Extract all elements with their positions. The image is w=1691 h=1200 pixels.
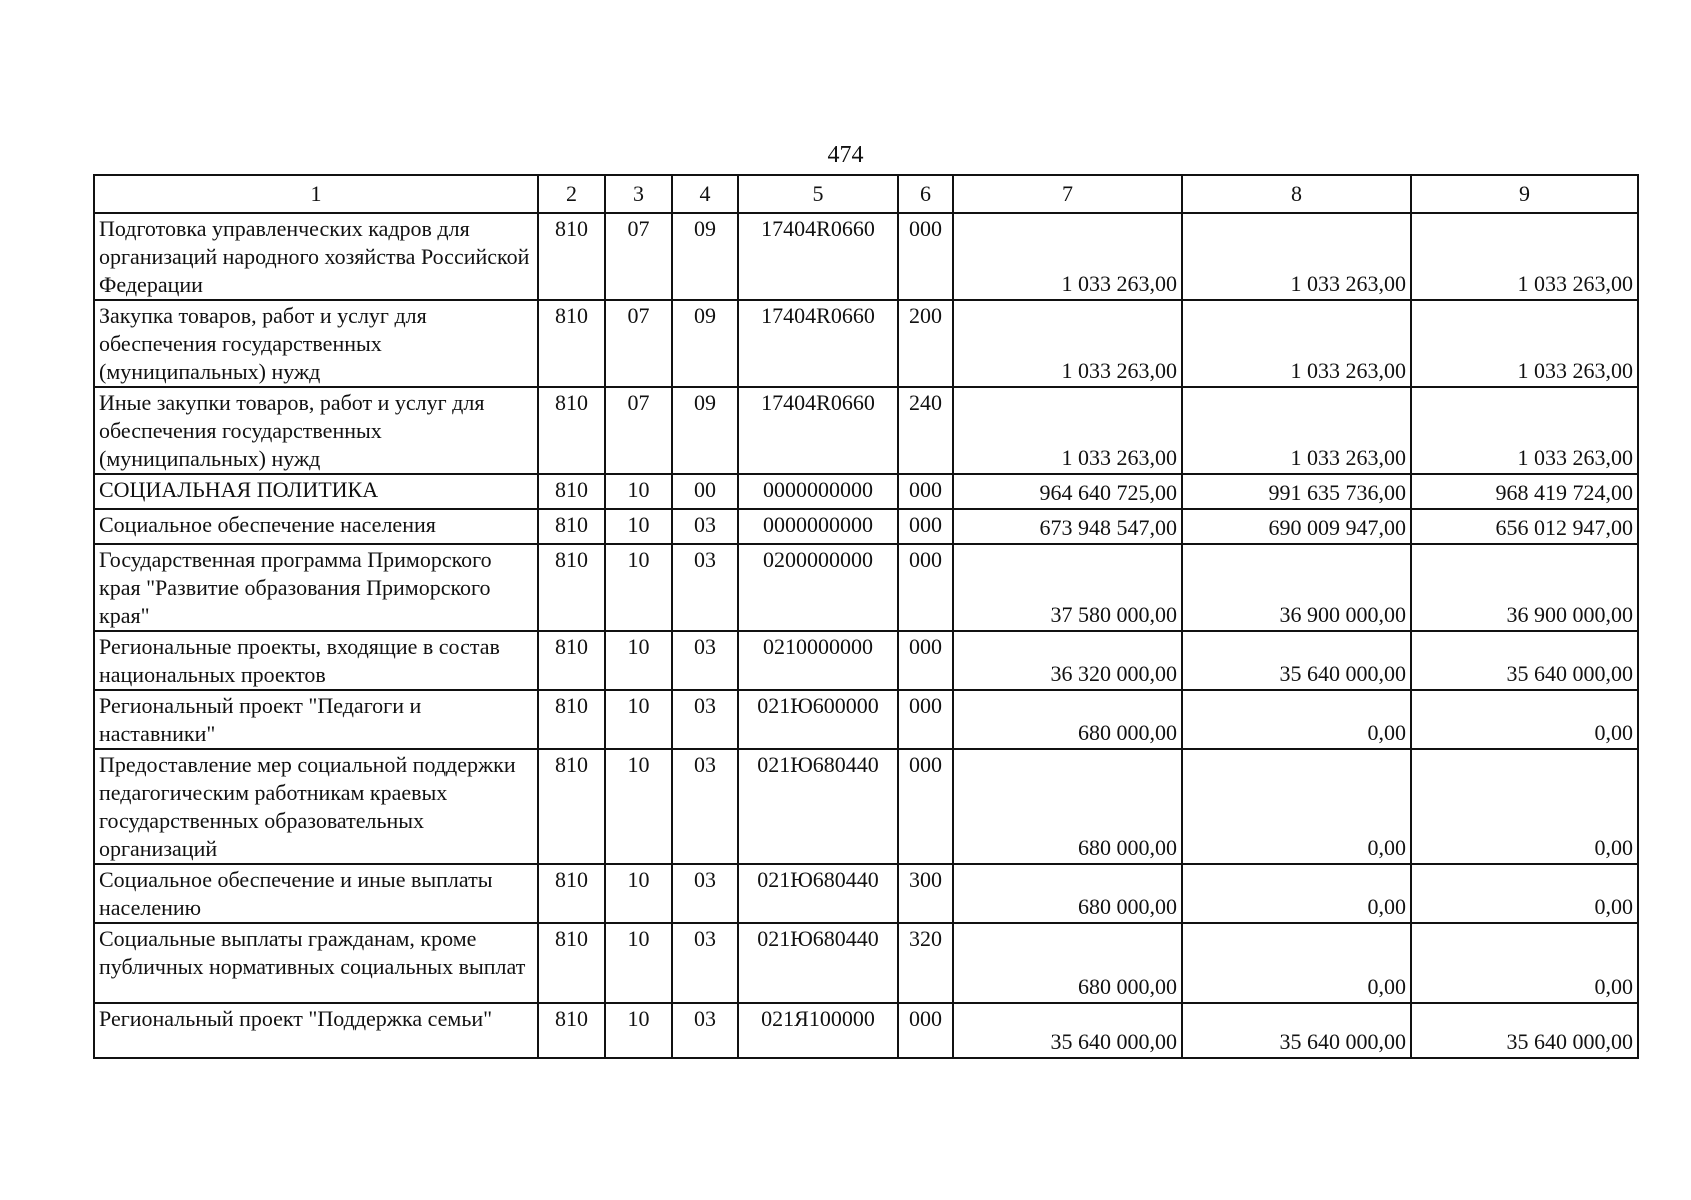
row-description: Предоставление мер социальной поддержки педагогическим работникам краевых государственных образовательных организаций xyxy=(94,749,538,864)
amount-year-1: 1 033 263,00 xyxy=(953,213,1182,300)
code-section: 07 xyxy=(605,387,672,474)
amount-year-3: 35 640 000,00 xyxy=(1411,1003,1638,1058)
amount-year-2: 0,00 xyxy=(1182,749,1411,864)
amount-year-2: 0,00 xyxy=(1182,690,1411,749)
column-header: 7 xyxy=(953,175,1182,213)
amount-year-3: 656 012 947,00 xyxy=(1411,509,1638,544)
code-target-article: 17404R0660 xyxy=(738,387,898,474)
amount-year-1: 680 000,00 xyxy=(953,749,1182,864)
table-row xyxy=(94,923,1638,1003)
code-gr: 810 xyxy=(538,690,605,749)
code-gr: 810 xyxy=(538,749,605,864)
row-description: Закупка товаров, работ и услуг для обеспечения государственных (муниципальных) нужд xyxy=(94,300,538,387)
row-description: Государственная программа Приморского края "Развитие образования Приморского края" xyxy=(94,544,538,631)
amount-year-3: 1 033 263,00 xyxy=(1411,213,1638,300)
table-row xyxy=(94,474,1638,509)
amount-year-3: 1 033 263,00 xyxy=(1411,387,1638,474)
amount-year-1: 1 033 263,00 xyxy=(953,300,1182,387)
amount-year-2: 991 635 736,00 xyxy=(1182,474,1411,509)
amount-year-3: 0,00 xyxy=(1411,864,1638,923)
code-subsection: 03 xyxy=(672,544,738,631)
code-gr: 810 xyxy=(538,1003,605,1058)
code-target-article: 17404R0660 xyxy=(738,300,898,387)
table-row xyxy=(94,631,1638,690)
amount-year-2: 35 640 000,00 xyxy=(1182,631,1411,690)
amount-year-1: 680 000,00 xyxy=(953,923,1182,1003)
amount-year-1: 37 580 000,00 xyxy=(953,544,1182,631)
code-section: 10 xyxy=(605,631,672,690)
code-gr: 810 xyxy=(538,474,605,509)
code-gr: 810 xyxy=(538,509,605,544)
amount-year-2: 36 900 000,00 xyxy=(1182,544,1411,631)
code-subsection: 09 xyxy=(672,213,738,300)
column-header: 9 xyxy=(1411,175,1638,213)
row-description: Социальные выплаты гражданам, кроме публичных нормативных социальных выплат xyxy=(94,923,538,1003)
code-gr: 810 xyxy=(538,300,605,387)
code-gr: 810 xyxy=(538,864,605,923)
code-expense-type: 300 xyxy=(898,864,953,923)
code-subsection: 03 xyxy=(672,749,738,864)
header-row xyxy=(94,175,1638,213)
table-row xyxy=(94,509,1638,544)
code-section: 10 xyxy=(605,1003,672,1058)
code-section: 10 xyxy=(605,923,672,1003)
code-gr: 810 xyxy=(538,387,605,474)
page-number: 474 xyxy=(827,142,864,168)
amount-year-2: 1 033 263,00 xyxy=(1182,387,1411,474)
code-subsection: 03 xyxy=(672,509,738,544)
amount-year-1: 673 948 547,00 xyxy=(953,509,1182,544)
code-subsection: 09 xyxy=(672,300,738,387)
code-target-article: 17404R0660 xyxy=(738,213,898,300)
amount-year-3: 0,00 xyxy=(1411,749,1638,864)
code-expense-type: 000 xyxy=(898,213,953,300)
amount-year-1: 1 033 263,00 xyxy=(953,387,1182,474)
code-target-article: 021Я100000 xyxy=(738,1003,898,1058)
column-header: 4 xyxy=(672,175,738,213)
table-row xyxy=(94,213,1638,300)
amount-year-2: 0,00 xyxy=(1182,923,1411,1003)
code-target-article: 0000000000 xyxy=(738,474,898,509)
row-description: Иные закупки товаров, работ и услуг для обеспечения государственных (муниципальных) нужд xyxy=(94,387,538,474)
row-description: Подготовка управленческих кадров для организаций народного хозяйства Российской Федерации xyxy=(94,213,538,300)
table-body xyxy=(94,213,1638,1058)
code-subsection: 03 xyxy=(672,923,738,1003)
column-header: 2 xyxy=(538,175,605,213)
table-row xyxy=(94,387,1638,474)
code-gr: 810 xyxy=(538,213,605,300)
table-row xyxy=(94,749,1638,864)
code-subsection: 03 xyxy=(672,631,738,690)
code-subsection: 00 xyxy=(672,474,738,509)
code-expense-type: 000 xyxy=(898,474,953,509)
row-description: Региональные проекты, входящие в состав национальных проектов xyxy=(94,631,538,690)
code-gr: 810 xyxy=(538,544,605,631)
code-target-article: 0200000000 xyxy=(738,544,898,631)
amount-year-2: 0,00 xyxy=(1182,864,1411,923)
amount-year-3: 968 419 724,00 xyxy=(1411,474,1638,509)
code-gr: 810 xyxy=(538,923,605,1003)
amount-year-2: 1 033 263,00 xyxy=(1182,213,1411,300)
row-description: Социальное обеспечение и иные выплаты населению xyxy=(94,864,538,923)
amount-year-1: 36 320 000,00 xyxy=(953,631,1182,690)
table-row xyxy=(94,1003,1638,1058)
code-target-article: 021Ю680440 xyxy=(738,923,898,1003)
amount-year-3: 35 640 000,00 xyxy=(1411,631,1638,690)
amount-year-2: 1 033 263,00 xyxy=(1182,300,1411,387)
code-target-article: 021Ю680440 xyxy=(738,864,898,923)
code-expense-type: 000 xyxy=(898,509,953,544)
code-expense-type: 320 xyxy=(898,923,953,1003)
code-section: 10 xyxy=(605,474,672,509)
code-subsection: 03 xyxy=(672,1003,738,1058)
amount-year-2: 690 009 947,00 xyxy=(1182,509,1411,544)
table-row xyxy=(94,690,1638,749)
code-expense-type: 240 xyxy=(898,387,953,474)
code-section: 10 xyxy=(605,544,672,631)
amount-year-1: 680 000,00 xyxy=(953,864,1182,923)
amount-year-3: 0,00 xyxy=(1411,923,1638,1003)
code-target-article: 0210000000 xyxy=(738,631,898,690)
code-target-article: 021Ю600000 xyxy=(738,690,898,749)
code-section: 07 xyxy=(605,300,672,387)
amount-year-1: 964 640 725,00 xyxy=(953,474,1182,509)
code-expense-type: 000 xyxy=(898,1003,953,1058)
budget-table xyxy=(93,174,1639,1059)
code-section: 10 xyxy=(605,509,672,544)
code-expense-type: 000 xyxy=(898,631,953,690)
row-description: Региональный проект "Поддержка семьи" xyxy=(94,1003,538,1058)
table-row xyxy=(94,864,1638,923)
table-row xyxy=(94,300,1638,387)
code-subsection: 09 xyxy=(672,387,738,474)
code-subsection: 03 xyxy=(672,690,738,749)
code-gr: 810 xyxy=(538,631,605,690)
row-description: Социальное обеспечение населения xyxy=(94,509,538,544)
column-header: 5 xyxy=(738,175,898,213)
column-header: 8 xyxy=(1182,175,1411,213)
amount-year-2: 35 640 000,00 xyxy=(1182,1003,1411,1058)
code-target-article: 021Ю680440 xyxy=(738,749,898,864)
code-expense-type: 000 xyxy=(898,749,953,864)
amount-year-1: 680 000,00 xyxy=(953,690,1182,749)
amount-year-1: 35 640 000,00 xyxy=(953,1003,1182,1058)
code-expense-type: 000 xyxy=(898,690,953,749)
row-description: Региональный проект "Педагоги и наставники" xyxy=(94,690,538,749)
code-section: 10 xyxy=(605,690,672,749)
amount-year-3: 36 900 000,00 xyxy=(1411,544,1638,631)
amount-year-3: 0,00 xyxy=(1411,690,1638,749)
code-target-article: 0000000000 xyxy=(738,509,898,544)
code-expense-type: 000 xyxy=(898,544,953,631)
amount-year-3: 1 033 263,00 xyxy=(1411,300,1638,387)
column-header: 6 xyxy=(898,175,953,213)
table-row xyxy=(94,544,1638,631)
code-section: 10 xyxy=(605,864,672,923)
row-description: СОЦИАЛЬНАЯ ПОЛИТИКА xyxy=(94,474,538,509)
code-expense-type: 200 xyxy=(898,300,953,387)
code-section: 07 xyxy=(605,213,672,300)
column-header: 1 xyxy=(94,175,538,213)
column-header: 3 xyxy=(605,175,672,213)
code-subsection: 03 xyxy=(672,864,738,923)
code-section: 10 xyxy=(605,749,672,864)
